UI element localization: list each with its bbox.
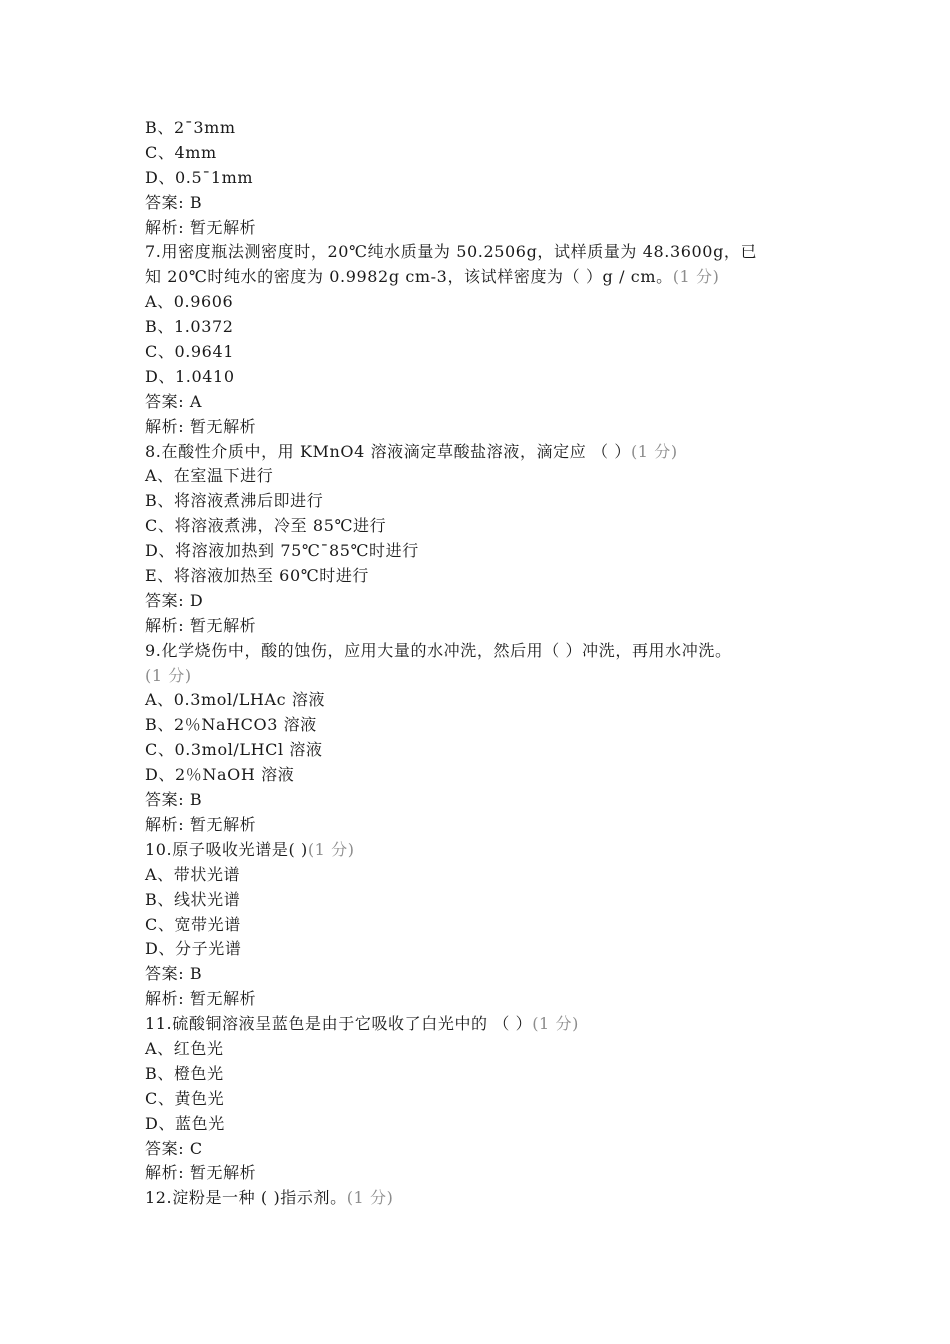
option: D、2％NaOH 溶液 <box>145 765 295 785</box>
option: B、1.0372 <box>145 317 234 337</box>
option: C、4mm <box>145 142 217 162</box>
option: D、将溶液加热到 75℃¯85℃时进行 <box>145 541 419 561</box>
question-stem: 12.淀粉是一种 ( )指示剂。 <box>145 1188 347 1208</box>
option: D、蓝色光 <box>145 1113 225 1133</box>
analysis: 解析: 暂无解析 <box>145 989 257 1009</box>
option: D、分子光谱 <box>145 939 242 959</box>
answer: 答案: A <box>145 391 203 411</box>
question-stem-line <box>145 440 865 465</box>
question-7 <box>145 240 865 439</box>
analysis: 解析: 暂无解析 <box>145 814 257 834</box>
score: (1 分) <box>145 665 192 685</box>
question-stem: 8.在酸性介质中，用 KMnO4 溶液滴定草酸盐溶液，滴定应 （ ） <box>145 441 631 461</box>
option: D、0.5¯1mm <box>145 167 254 187</box>
question-stem: 9.化学烧伤中，酸的蚀伤，应用大量的水冲洗，然后用（ ）冲洗，再用水冲洗。 <box>145 640 732 660</box>
question-9 <box>145 639 865 838</box>
option: C、黄色光 <box>145 1088 225 1108</box>
score: (1 分) <box>672 267 720 287</box>
option: A、0.3mol/LHAc 溶液 <box>145 690 326 710</box>
answer: 答案: B <box>145 964 203 984</box>
question-stem: 10.原子吸收光谱是( ) <box>145 839 308 859</box>
answer: 答案: C <box>145 1138 203 1158</box>
option: C、0.3mol/LHCl 溶液 <box>145 740 323 760</box>
question-11 <box>145 1012 865 1186</box>
option: B、将溶液煮沸后即进行 <box>145 491 324 511</box>
question-stem-line <box>145 838 865 863</box>
answer: 答案: B <box>145 192 203 212</box>
question-10 <box>145 838 865 1012</box>
analysis: 解析: 暂无解析 <box>145 1163 257 1183</box>
option: A、带状光谱 <box>145 864 241 884</box>
previous-question-tail <box>145 116 865 240</box>
analysis: 解析: 暂无解析 <box>145 615 257 635</box>
option: C、将溶液煮沸，冷至 85℃进行 <box>145 516 387 536</box>
score: (1 分) <box>630 441 678 461</box>
score: (1 分) <box>532 1014 579 1034</box>
question-stem-line <box>145 664 865 689</box>
option: B、2¯3mm <box>145 118 236 137</box>
option: B、2％NaHCO3 溶液 <box>145 715 317 735</box>
option: C、0.9641 <box>145 342 235 362</box>
analysis: 解析: 暂无解析 <box>145 217 257 237</box>
question-8 <box>145 440 865 639</box>
score: (1 分) <box>346 1188 394 1208</box>
question-stem: 11.硫酸铜溶液呈蓝色是由于它吸收了白光中的 （ ） <box>145 1014 533 1034</box>
document-page <box>145 116 865 1211</box>
option: D、1.0410 <box>145 366 235 386</box>
option: A、0.9606 <box>145 292 234 312</box>
analysis: 解析: 暂无解析 <box>145 416 257 436</box>
question-stem-line <box>145 265 865 290</box>
option: E、将溶液加热至 60℃时进行 <box>145 566 370 586</box>
question-12 <box>145 1186 865 1211</box>
question-stem: 7.用密度瓶法测密度时，20℃纯水质量为 50.2506g，试样质量为 48.3600g，已 <box>145 242 758 262</box>
answer: 答案: D <box>145 590 204 610</box>
answer: 答案: B <box>145 790 203 810</box>
option: A、红色光 <box>145 1038 224 1058</box>
question-stem: 知 20℃时纯水的密度为 0.9982g cm-3，该试样密度为（ ）g / cm。 <box>145 267 673 287</box>
question-stem-line <box>145 1012 865 1037</box>
question-stem-line <box>145 1186 865 1211</box>
option: A、在室温下进行 <box>145 466 274 486</box>
option: B、线状光谱 <box>145 889 241 909</box>
option: B、橙色光 <box>145 1063 224 1083</box>
option: C、宽带光谱 <box>145 914 241 934</box>
score: (1 分) <box>307 839 355 859</box>
